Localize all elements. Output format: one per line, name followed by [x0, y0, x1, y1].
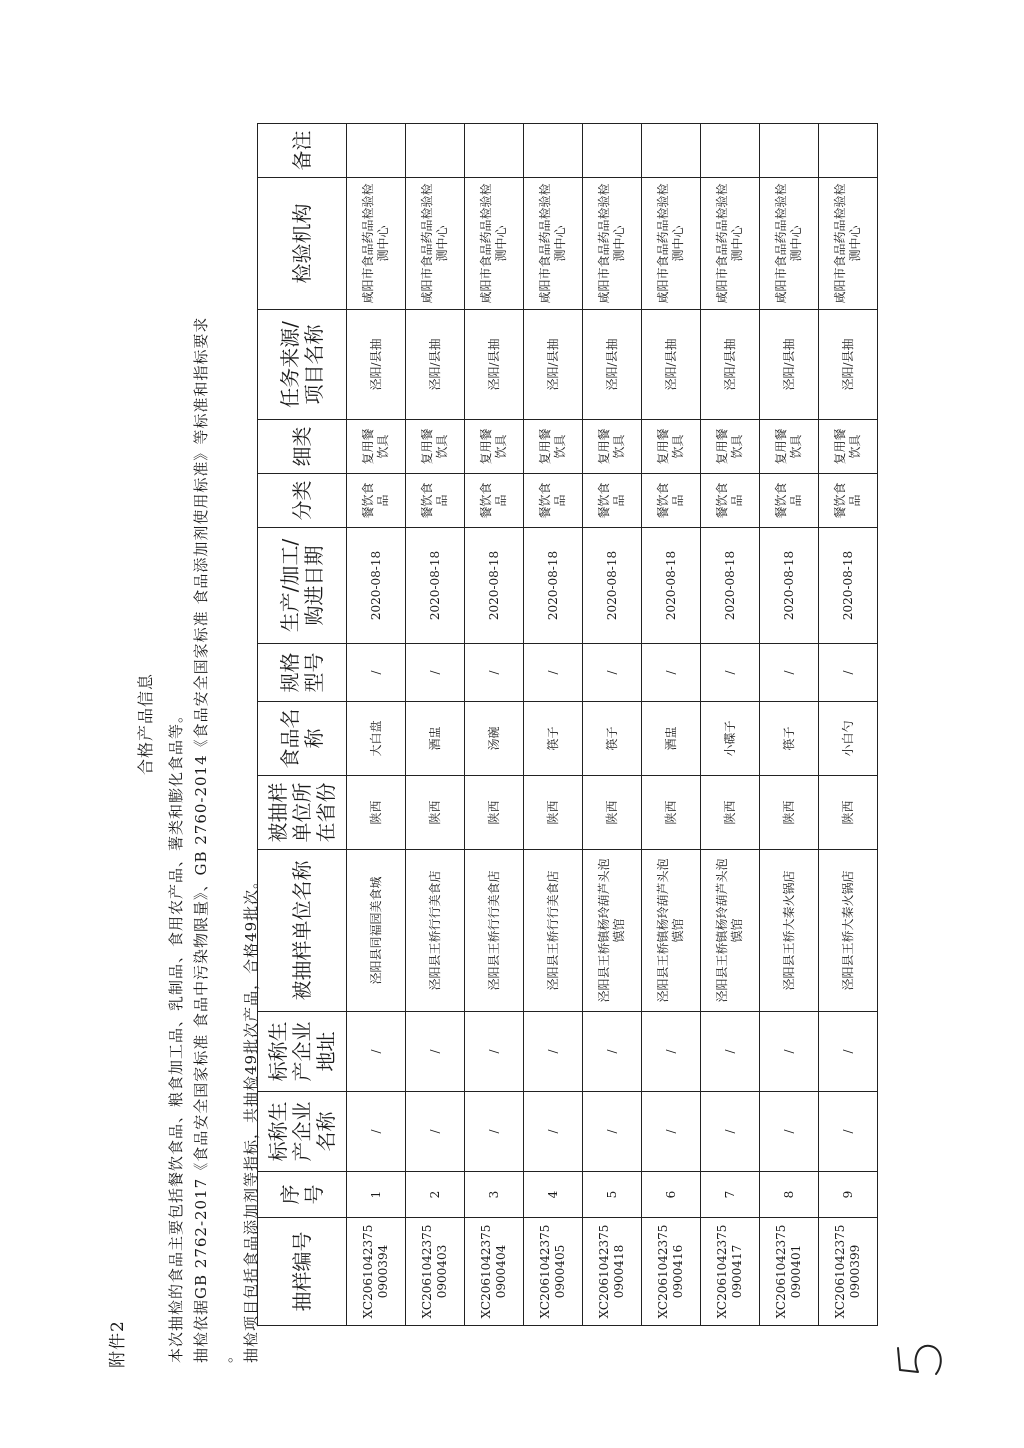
table-cell — [760, 124, 819, 178]
table-row — [701, 124, 760, 1326]
table-cell: 咸阳市食品药品检验检测中心 — [701, 178, 760, 310]
table-cell: / — [819, 644, 878, 702]
table-cell: XC20610423750900404 — [465, 1218, 524, 1326]
table-cell: / — [347, 1012, 406, 1092]
table-body — [347, 124, 878, 1326]
table-cell: 复用餐饮具 — [642, 420, 701, 474]
column-header: 标称生产企业地址 — [258, 1012, 347, 1092]
table-cell: 泾阳/县抽 — [642, 310, 701, 420]
table-cell: 陕西 — [465, 776, 524, 850]
table-cell — [465, 124, 524, 178]
column-header: 规格型号 — [258, 644, 347, 702]
column-header: 食品名称 — [258, 702, 347, 776]
table-cell: XC20610423750900399 — [819, 1218, 878, 1326]
table-cell: 2020-08-18 — [760, 528, 819, 644]
column-header: 检验机构 — [258, 178, 347, 310]
table-cell: 5 — [583, 1172, 642, 1218]
column-header: 被抽样单位名称 — [258, 850, 347, 1012]
table-cell: / — [465, 1012, 524, 1092]
table-cell: 3 — [465, 1172, 524, 1218]
table-cell: 筷子 — [524, 702, 583, 776]
table-cell: 陕西 — [583, 776, 642, 850]
column-header: 被抽样单位所在省份 — [258, 776, 347, 850]
table-cell: 咸阳市食品药品检验检测中心 — [760, 178, 819, 310]
table-cell: 咸阳市食品药品检验检测中心 — [819, 178, 878, 310]
column-header: 任务来源/项目名称 — [258, 310, 347, 420]
table-cell: 大白盘 — [347, 702, 406, 776]
intro-paragraph-4: 抽检项目包括食品添加剂等指标，共抽检49批次产品，合格49批次。 — [242, 872, 260, 1363]
table-row — [819, 124, 878, 1326]
table-cell: 复用餐饮具 — [760, 420, 819, 474]
table-cell: 泾阳县王桥行行美食店 — [524, 850, 583, 1012]
table-row — [642, 124, 701, 1326]
table-cell: / — [642, 1012, 701, 1092]
table-cell: 筷子 — [583, 702, 642, 776]
intro-paragraph-2: 抽检依据GB 2762-2017《食品安全国家标准 食品中污染物限量》、GB 2760-2014《食品安全国家标准 食品添加剂使用标准》等标准和指标要求 — [192, 316, 210, 1363]
table-row — [347, 124, 406, 1326]
table-row — [524, 124, 583, 1326]
table-cell: 咸阳市食品药品检验检测中心 — [347, 178, 406, 310]
table-cell: / — [406, 644, 465, 702]
table-header-row — [258, 124, 347, 1326]
table-cell: 2020-08-18 — [406, 528, 465, 644]
table-cell: 泾阳县王桥行行美食店 — [465, 850, 524, 1012]
table-cell: 餐饮食品 — [347, 474, 406, 528]
table-cell: / — [406, 1092, 465, 1172]
table-cell: / — [701, 1012, 760, 1092]
table-row — [760, 124, 819, 1326]
handwritten-page-mark — [890, 1328, 950, 1388]
table-cell: / — [583, 644, 642, 702]
table-cell: 餐饮食品 — [642, 474, 701, 528]
table-cell: 咸阳市食品药品检验检测中心 — [406, 178, 465, 310]
page-title: 合格产品信息 — [136, 673, 155, 776]
table-cell: 8 — [760, 1172, 819, 1218]
table-cell: 陕西 — [819, 776, 878, 850]
table-cell: 筷子 — [760, 702, 819, 776]
table-cell: 2020-08-18 — [347, 528, 406, 644]
table-cell: 2 — [406, 1172, 465, 1218]
table-cell: XC20610423750900394 — [347, 1218, 406, 1326]
table-cell: XC20610423750900417 — [701, 1218, 760, 1326]
table-cell: / — [347, 1092, 406, 1172]
table-cell: 泾阳/县抽 — [347, 310, 406, 420]
table-cell: 陕西 — [347, 776, 406, 850]
table-cell: 9 — [819, 1172, 878, 1218]
table-cell: 泾阳县王桥行行美食店 — [406, 850, 465, 1012]
table-cell: / — [465, 1092, 524, 1172]
table-cell: 1 — [347, 1172, 406, 1218]
table-cell — [701, 124, 760, 178]
intro-paragraph-1: 本次抽检的食品主要包括餐饮食品、粮食加工品、乳制品、食用农产品、薯类和膨化食品等。 — [167, 706, 185, 1363]
table-cell: / — [347, 644, 406, 702]
table-cell: 泾阳/县抽 — [406, 310, 465, 420]
table-cell: 泾阳/县抽 — [583, 310, 642, 420]
table-cell: 7 — [701, 1172, 760, 1218]
table-cell: 小白勺 — [819, 702, 878, 776]
table-cell: 陕西 — [406, 776, 465, 850]
table-cell: / — [524, 1092, 583, 1172]
table-cell: XC20610423750900403 — [406, 1218, 465, 1326]
table-cell: 陕西 — [524, 776, 583, 850]
intro-paragraph-3: 。 — [217, 1346, 235, 1363]
table-cell: 泾阳/县抽 — [819, 310, 878, 420]
table-cell: / — [701, 1092, 760, 1172]
table-cell — [347, 124, 406, 178]
column-header: 标称生产企业名称 — [258, 1092, 347, 1172]
table-cell: 餐饮食品 — [406, 474, 465, 528]
table-cell: 小碟子 — [701, 702, 760, 776]
table-row — [406, 124, 465, 1326]
table-cell: 餐饮食品 — [701, 474, 760, 528]
table-cell: 复用餐饮具 — [465, 420, 524, 474]
table-cell: 餐饮食品 — [465, 474, 524, 528]
column-header: 生产/加工/购进日期 — [258, 528, 347, 644]
table-cell: 泾阳县同福园美食城 — [347, 850, 406, 1012]
column-header: 抽样编号 — [258, 1218, 347, 1326]
table-cell: 2020-08-18 — [465, 528, 524, 644]
table-cell: 陕西 — [760, 776, 819, 850]
table-cell: 泾阳县王桥镇杨玲葫芦头泡馍馆 — [583, 850, 642, 1012]
table-cell: 泾阳县王桥大秦火锅店 — [819, 850, 878, 1012]
table-cell: 餐饮食品 — [760, 474, 819, 528]
table-cell: 餐饮食品 — [524, 474, 583, 528]
table-cell: 咸阳市食品药品检验检测中心 — [642, 178, 701, 310]
table-cell: 复用餐饮具 — [701, 420, 760, 474]
table-cell: 复用餐饮具 — [406, 420, 465, 474]
table-cell: 酒盅 — [642, 702, 701, 776]
table-cell: / — [524, 1012, 583, 1092]
table-cell: 泾阳县王桥镇杨玲葫芦头泡馍馆 — [642, 850, 701, 1012]
table-cell: XC20610423750900416 — [642, 1218, 701, 1326]
table-cell — [642, 124, 701, 178]
table-cell: / — [583, 1012, 642, 1092]
table-cell: XC20610423750900405 — [524, 1218, 583, 1326]
table-cell: / — [406, 1012, 465, 1092]
table-cell: 泾阳/县抽 — [701, 310, 760, 420]
table-cell: / — [524, 644, 583, 702]
column-header: 细类 — [258, 420, 347, 474]
table-cell: / — [760, 644, 819, 702]
table-cell — [406, 124, 465, 178]
table-cell: 复用餐饮具 — [347, 420, 406, 474]
table-cell: 泾阳/县抽 — [760, 310, 819, 420]
table-cell: 汤碗 — [465, 702, 524, 776]
table-cell: 2020-08-18 — [524, 528, 583, 644]
table-cell: / — [701, 644, 760, 702]
table-cell: 咸阳市食品药品检验检测中心 — [583, 178, 642, 310]
table-cell: XC20610423750900401 — [760, 1218, 819, 1326]
table-cell: / — [642, 1092, 701, 1172]
table-cell: / — [819, 1092, 878, 1172]
table-cell: 2020-08-18 — [701, 528, 760, 644]
table-cell: 4 — [524, 1172, 583, 1218]
table-cell: / — [642, 644, 701, 702]
table-cell: 泾阳县王桥大秦火锅店 — [760, 850, 819, 1012]
table-cell — [583, 124, 642, 178]
table-cell: 复用餐饮具 — [524, 420, 583, 474]
table-cell: 餐饮食品 — [583, 474, 642, 528]
table-cell: / — [760, 1092, 819, 1172]
table-cell — [524, 124, 583, 178]
table-cell: 陕西 — [642, 776, 701, 850]
table-cell: 复用餐饮具 — [819, 420, 878, 474]
table-cell: XC20610423750900418 — [583, 1218, 642, 1326]
table-cell: 泾阳/县抽 — [524, 310, 583, 420]
column-header: 序号 — [258, 1172, 347, 1218]
column-header: 备注 — [258, 124, 347, 178]
table-cell: 酒盅 — [406, 702, 465, 776]
table-cell: 6 — [642, 1172, 701, 1218]
table-cell: / — [760, 1012, 819, 1092]
table-row — [465, 124, 524, 1326]
table-cell: 2020-08-18 — [583, 528, 642, 644]
table-cell: 泾阳县王桥镇杨玲葫芦头泡馍馆 — [701, 850, 760, 1012]
table-cell: 2020-08-18 — [642, 528, 701, 644]
table-cell — [819, 124, 878, 178]
column-header: 分类 — [258, 474, 347, 528]
table-cell: 咸阳市食品药品检验检测中心 — [465, 178, 524, 310]
table-cell: 复用餐饮具 — [583, 420, 642, 474]
table-cell: 餐饮食品 — [819, 474, 878, 528]
table-cell: / — [583, 1092, 642, 1172]
table-row — [583, 124, 642, 1326]
attachment-label: 附件2 — [108, 1320, 128, 1368]
product-table — [257, 123, 878, 1326]
table-cell: 咸阳市食品药品检验检测中心 — [524, 178, 583, 310]
table-cell: 2020-08-18 — [819, 528, 878, 644]
table-cell: / — [465, 644, 524, 702]
table-cell: 陕西 — [701, 776, 760, 850]
table-cell: / — [819, 1012, 878, 1092]
table-cell: 泾阳/县抽 — [465, 310, 524, 420]
